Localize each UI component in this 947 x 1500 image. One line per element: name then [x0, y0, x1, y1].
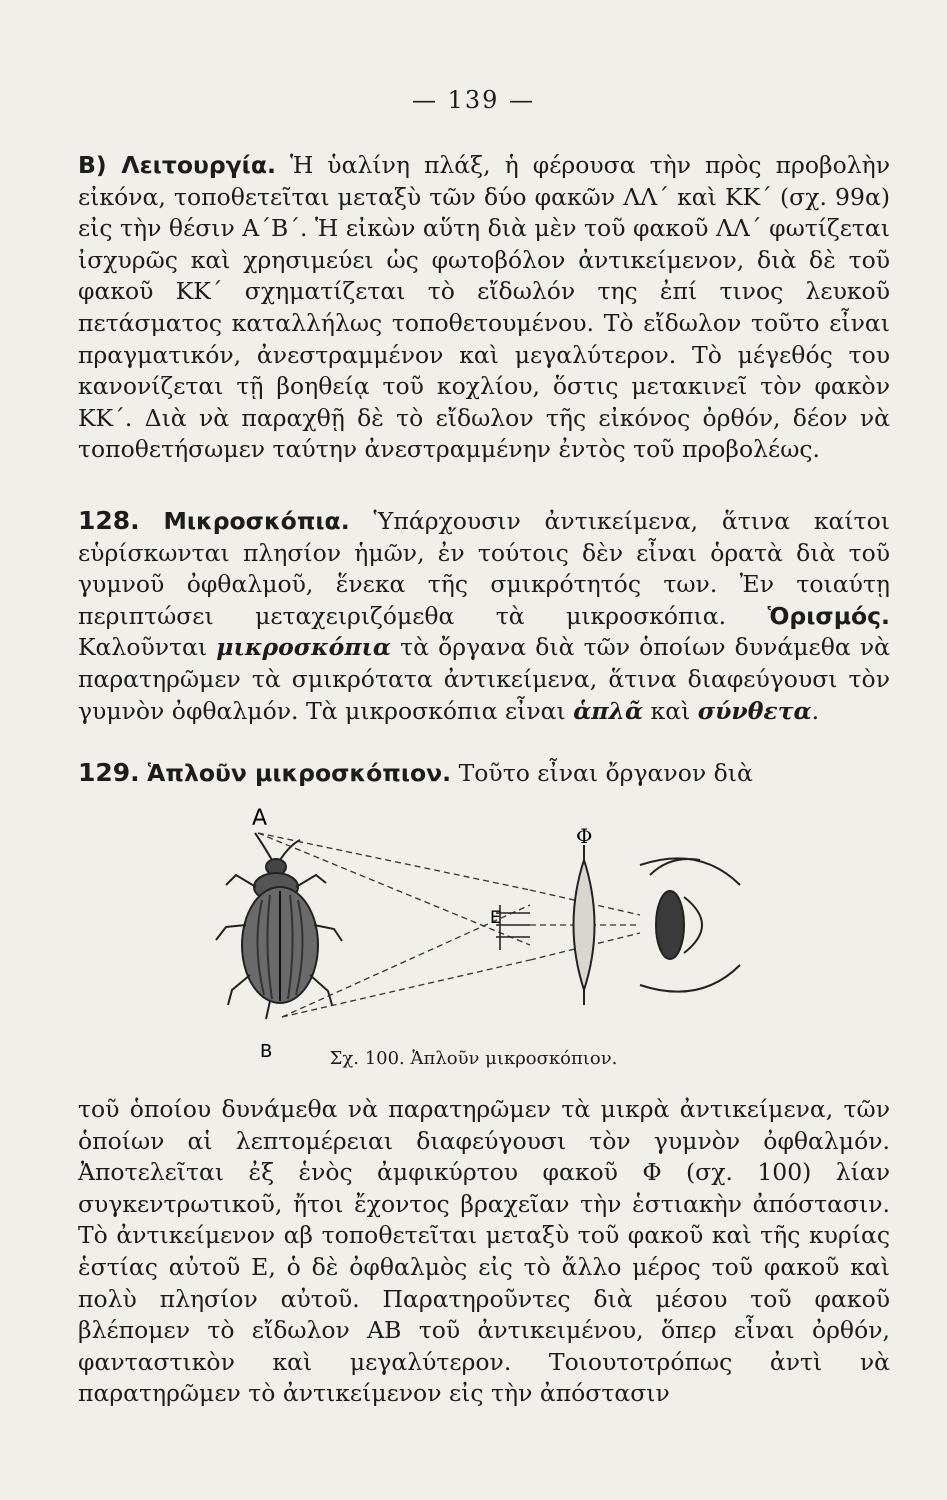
section-number-129: 129.: [78, 758, 140, 787]
section-128-end: .: [811, 696, 820, 725]
kind-compound: σύνθετα: [697, 696, 812, 725]
eye-illustration: [640, 858, 740, 991]
label-B: Β: [260, 1041, 273, 1062]
section-128-text-1: Ὑπάρχουσιν ἀντικείμενα, ἅτινα καίτοι εὑρίσκωνται πλησίον ἡμῶν, ἐν τούτοις δὲν εἶναι ὁρατὰ διὰ τοῦ γυμνοῦ ὀφθαλμοῦ, ἕνεκα τῆς σμικρότητός των. Ἐν τοιαύτῃ περιπτώσει μεταχειριζόμεθα τὰ μικροσκόπια.: [78, 507, 890, 630]
section-128-text-3: τὰ ὄργανα διὰ τῶν ὁποίων δυνάμεθα νὰ παρατηρῶμεν τὰ σμικρότατα ἀντικείμενα, ἅτινα διαφεύγουσι τὸν γυμνὸν ὀφθαλμόν. Τὰ μικροσκόπια εἶναι: [78, 633, 891, 725]
section-title-microscopes: Μικροσκόπια.: [163, 507, 350, 535]
section-title-simple-microscope: Ἁπλοῦν μικροσκόπιον.: [147, 759, 452, 787]
definition-label: Ὁρισμός.: [767, 601, 890, 630]
section-128: [78, 505, 890, 727]
section-label-function: Β) Λειτουργία.: [78, 151, 276, 179]
section-129: [78, 757, 890, 790]
conjunction: καὶ: [643, 696, 698, 725]
figure-simple-microscope: [200, 805, 760, 1070]
label-E: Ε: [490, 908, 501, 928]
paragraph-function: [78, 150, 890, 466]
label-A: Α: [252, 806, 268, 831]
object-ab: [496, 905, 530, 950]
function-text: Ἡ ὑαλίνη πλάξ, ἡ φέρουσα τὴν πρὸς προβολὴν εἰκόνα, τοποθετεῖται μεταξὺ τῶν δύο φακῶν ΛΛ΄ καὶ ΚΚ΄ (σχ. 99α) εἰς τὴν θέσιν Α΄Β΄. Ἡ εἰκὼν αὕτη διὰ μὲν τοῦ φακοῦ ΛΛ΄ φωτίζεται ἰσχυρῶς καὶ χρησιμεύει ὡς φωτοβόλον ἀντικείμενον, διὰ δὲ τοῦ φακοῦ ΚΚ΄ σχηματίζεται τὸ εἴδωλόν της ἐπί τινος λευκοῦ πετάσματος καταλλήλως τοποθετουμένου. Τὸ εἴδωλον τοῦτο εἶναι πραγματικόν, ἀνεστραμμένον καὶ μεγαλύτερον. Τὸ μέγεθός του κανονίζεται τῇ βοηθείᾳ τοῦ κοχλίου, ὅστις μετακινεῖ τὸν φακὸν ΚΚ΄. Διὰ νὰ παραχθῇ δὲ τὸ εἴδωλον τῆς εἰκόνος ὀρθόν, δέον νὰ τοποθετήσωμεν ταύτην ἀνεστραμμένην ἐντὸς τοῦ προβολέως.: [78, 151, 890, 464]
page-number: — 139 —: [411, 86, 536, 114]
description-text: τοῦ ὁποίου δυνάμεθα νὰ παρατηρῶμεν τὰ μικρὰ ἀντικείμενα, τῶν ὁποίων αἱ λεπτομέρειαι διαφεύγουσι τὸν γυμνὸν ὀφθαλμόν. Ἀποτελεῖται ἐξ ἑνὸς ἀμφικύρτου φακοῦ Φ (σχ. 100) λίαν συγκεντρωτικοῦ, ἤτοι ἔχοντος βραχεῖαν τὴν ἑστιακὴν ἀπόστασιν. Τὸ ἀντικείμενον αβ τοποθετεῖται μεταξὺ τοῦ φακοῦ καὶ τῆς κυρίας ἑστίας αὐτοῦ Ε, ὁ δὲ ὀφθαλμὸς εἰς τὸ ἄλλο μέρος τοῦ φακοῦ καὶ πολὺ πλησίον αὐτοῦ. Παρατηροῦντες διὰ μέσου τοῦ φακοῦ βλέπομεν τὸ εἴδωλον ΑΒ τοῦ ἀντικειμένου, ὅπερ εἶναι ὀρθόν, φανταστικὸν καὶ μεγαλύτερον. Τοιουτοτρόπως ἀντὶ νὰ παρατηρῶμεν τὸ ἀντικείμενον εἰς τὴν ἀπόστασιν: [78, 1095, 890, 1408]
term-microscopes: μικροσκόπια: [216, 633, 392, 662]
paragraph-simple-microscope-description: [78, 1094, 890, 1410]
label-phi: Φ: [576, 824, 593, 848]
beetle-illustration: [216, 833, 342, 1019]
section-number-128: 128.: [78, 506, 140, 535]
section-128-text-2: Καλοῦνται: [78, 633, 217, 662]
lens-phi: [574, 845, 595, 1005]
figure-caption: Σχ. 100. Ἁπλοῦν μικροσκόπιον.: [329, 1048, 618, 1069]
section-129-text: Τοῦτο εἶναι ὄργανον διὰ: [451, 759, 753, 787]
kind-simple: ἁπλᾶ: [573, 696, 644, 725]
